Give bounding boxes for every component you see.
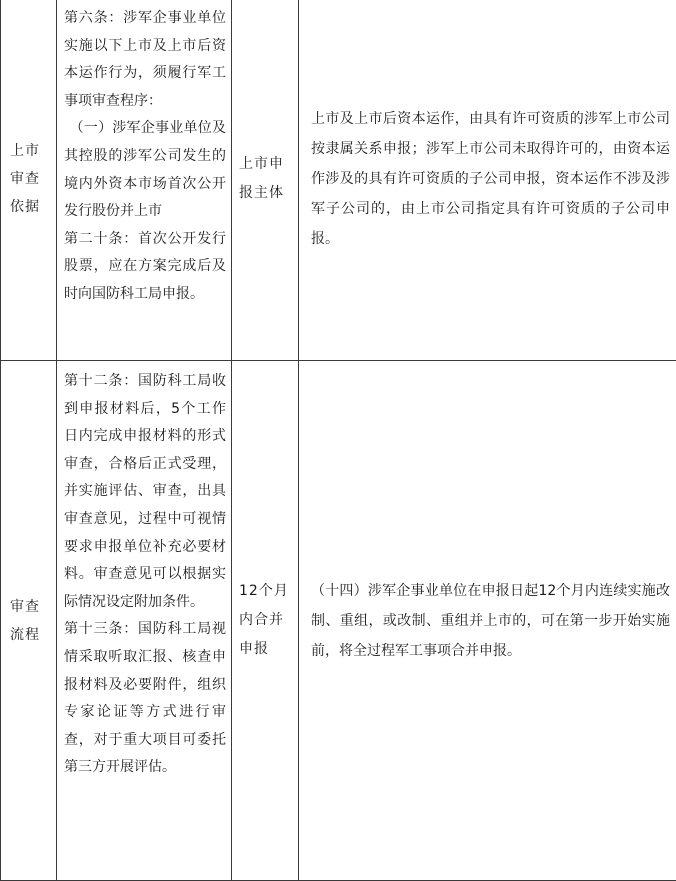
subject-text: 上市申报主体 (239, 156, 284, 201)
description-text: （十四）涉军企事业单位在申报日起12个月内连续实施改制、重组，或改制、重组并上市的，可在第一步开始实施前，将全过程军工事项合并申报。 (311, 576, 670, 666)
row-label-cell (1, 361, 57, 881)
subject-cell (232, 0, 299, 361)
subject-text: 12个月内合并申报 (239, 583, 289, 657)
article-paragraph: 第二十条：首次公开发行股票，应在方案完成后及时向国防科工局申报。 (64, 226, 226, 310)
article-cell (57, 361, 232, 881)
table-row (1, 361, 676, 881)
description-cell (299, 0, 676, 361)
article-cell (57, 0, 232, 361)
row-label-cell (1, 0, 57, 361)
row-label: 审查流程 (10, 599, 40, 643)
table-row (1, 0, 676, 361)
article-paragraph: 第六条：涉军企事业单位实施以下上市及上市后资本运作行为，须履行军工事项审查程序： (64, 0, 226, 115)
description-cell (299, 361, 676, 881)
description-text: 上市及上市后资本运作，由具有许可资质的涉军上市公司按隶属关系申报；涉军上市公司未取得许可的，由资本运作涉及的具有许可资质的子公司申报，资本运作不涉及涉军子公司的，由上市公司指定具有许可资质的子公司申报。 (311, 104, 670, 254)
article-paragraph: 第十三条：国防科工局视情采取听取汇报、核查申报材料及必要附件，组织专家论证等方式进行审查，对于重大项目可委托第三方开展评估。 (64, 616, 226, 783)
article-paragraph: （一）涉军企事业单位及其控股的涉军公司发生的境内外资本市场首次公开发行股份并上市 (64, 115, 226, 225)
subject-cell (232, 361, 299, 881)
article-paragraph: 第十二条：国防科工局收到申报材料后，5个工作日内完成申报材料的形式审查，合格后正式受理，并实施评估、审查，出具审查意见，过程中可视情要求申报单位补充必要材料。审查意见可以根据实际情况设定附加条件。 (64, 361, 226, 616)
row-label: 上市审查依据 (10, 143, 40, 215)
